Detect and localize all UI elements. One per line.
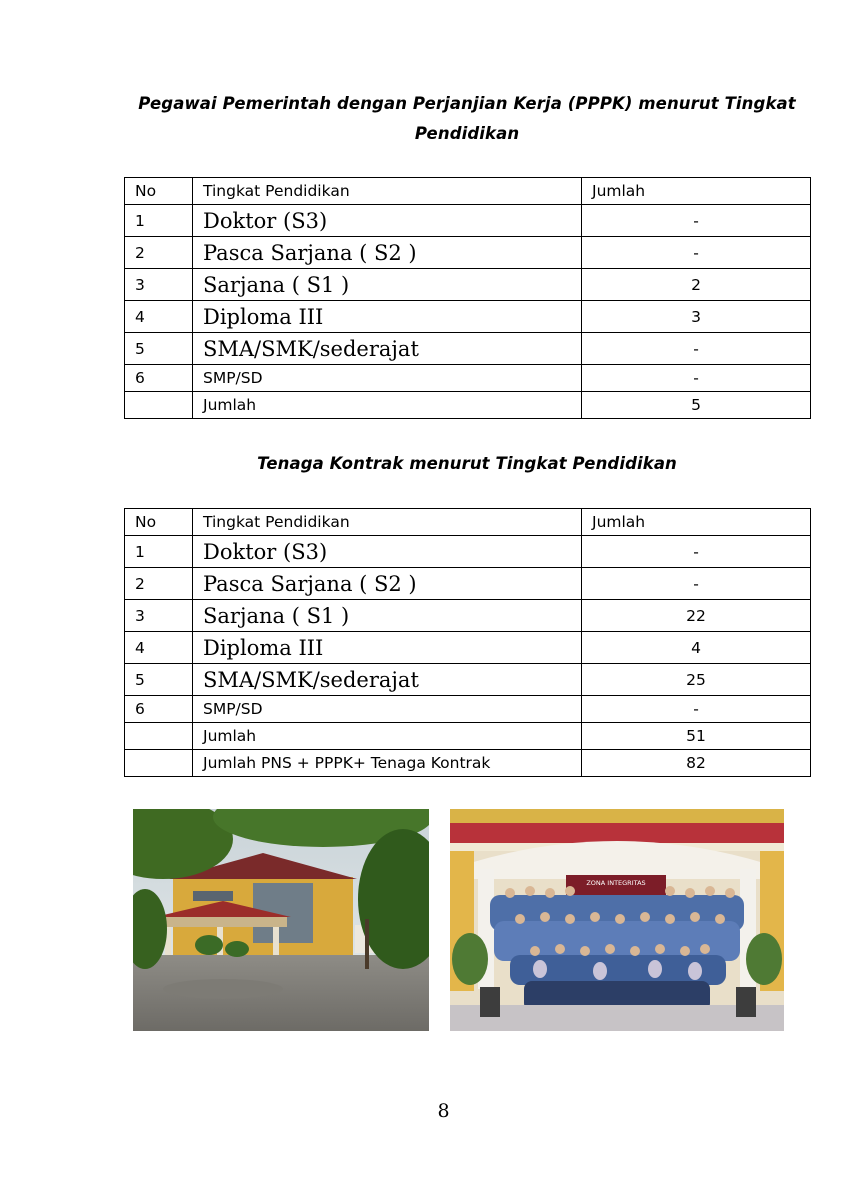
row-level: Doktor (S3) [193,536,582,568]
contract-education-table [124,508,811,777]
header-count: Jumlah [582,509,811,536]
header-level: Tingkat Pendidikan [193,509,582,536]
table-row [125,205,811,237]
table-row [125,301,811,333]
row-no: 6 [125,696,193,723]
table-row [125,365,811,392]
row-level: Pasca Sarjana ( S2 ) [193,237,582,269]
row-no: 4 [125,632,193,664]
row-no [125,723,193,750]
table-row [125,237,811,269]
row-no: 1 [125,205,193,237]
row-no [125,750,193,777]
row-no: 1 [125,536,193,568]
table-header-row [125,178,811,205]
row-no: 5 [125,664,193,696]
pppk-education-table [124,177,811,419]
header-level: Tingkat Pendidikan [193,178,582,205]
table-header-row [125,509,811,536]
row-count: - [582,568,811,600]
row-level: Jumlah [193,723,582,750]
table-row [125,568,811,600]
group-image [450,809,784,1031]
staff-group-photo [450,809,784,1031]
banner-text: ZONA INTEGRITAS [586,879,646,887]
row-count: - [582,205,811,237]
row-level: SMP/SD [193,696,582,723]
row-count: - [582,536,811,568]
page-number: 8 [437,1100,450,1122]
row-no: 2 [125,237,193,269]
header-no: No [125,509,193,536]
row-no: 2 [125,568,193,600]
row-level: Doktor (S3) [193,205,582,237]
row-count: - [582,365,811,392]
row-level: Diploma III [193,301,582,333]
pppk-table-title: Pegawai Pemerintah dengan Perjanjian Kerja (PPPK) menurut Tingkat Pendidikan [138,94,796,143]
table-row [125,696,811,723]
row-count: - [582,333,811,365]
row-no [125,392,193,419]
row-no: 4 [125,301,193,333]
row-count: 2 [582,269,811,301]
header-no: No [125,178,193,205]
row-count: 82 [582,750,811,777]
row-count: 3 [582,301,811,333]
row-count: 22 [582,600,811,632]
row-count: 4 [582,632,811,664]
table-grand-total-row [125,750,811,777]
table-total-row [125,723,811,750]
row-level: Diploma III [193,632,582,664]
row-no: 6 [125,365,193,392]
row-level: SMP/SD [193,365,582,392]
row-no: 3 [125,269,193,301]
row-no: 5 [125,333,193,365]
contract-table-title: Tenaga Kontrak menurut Tingkat Pendidikan [257,454,677,473]
row-count: - [582,237,811,269]
table-row [125,664,811,696]
row-level: Pasca Sarjana ( S2 ) [193,568,582,600]
table-total-row [125,392,811,419]
table-row [125,536,811,568]
table-row [125,269,811,301]
building-image [133,809,429,1031]
row-level: Jumlah [193,392,582,419]
row-level: Sarjana ( S1 ) [193,269,582,301]
header-count: Jumlah [582,178,811,205]
row-level: SMA/SMK/sederajat [193,664,582,696]
office-building-photo [133,809,429,1031]
row-level: Jumlah PNS + PPPK+ Tenaga Kontrak [193,750,582,777]
row-count: 5 [582,392,811,419]
row-count: 25 [582,664,811,696]
row-count: 51 [582,723,811,750]
row-no: 3 [125,600,193,632]
row-level: Sarjana ( S1 ) [193,600,582,632]
table-row [125,333,811,365]
table-row [125,600,811,632]
table-row [125,632,811,664]
row-level: SMA/SMK/sederajat [193,333,582,365]
row-count: - [582,696,811,723]
